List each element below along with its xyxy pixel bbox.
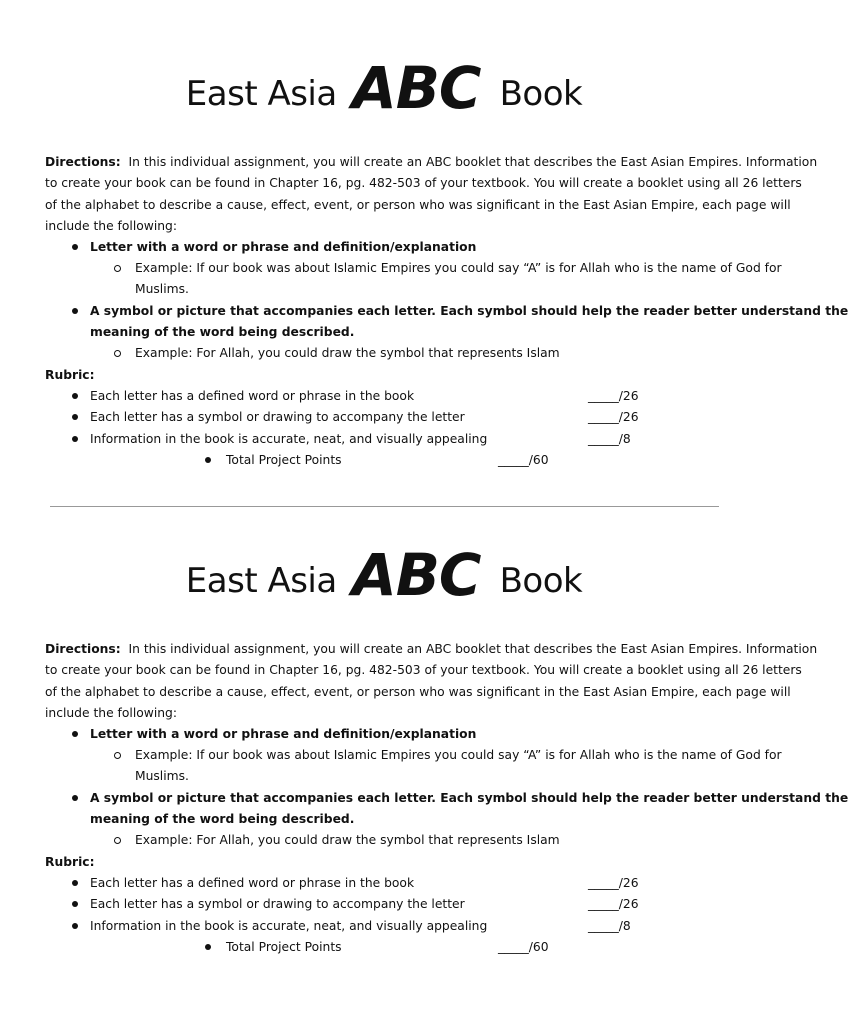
example-1-line-2: Muslims. [135, 769, 189, 783]
criterion-2-line-2: meaning of the word being described. [90, 325, 355, 339]
bullet-dot [72, 795, 78, 801]
rubric-item-3: Information in the book is accurate, neat, and visually appealing [90, 432, 488, 446]
directions-label: Directions: [45, 155, 121, 169]
rubric-label: Rubric: [45, 368, 95, 382]
page-title [0, 541, 768, 615]
bullet-dot [72, 393, 78, 399]
directions-line-4: include the following: [45, 219, 177, 233]
rubric-item-2: Each letter has a symbol or drawing to accompany the letter [90, 410, 465, 424]
title-pre: East Asia [185, 74, 337, 114]
bullet-dot [72, 880, 78, 886]
example-2: Example: For Allah, you could draw the symbol that represents Islam [135, 833, 560, 847]
handout-top [0, 0, 848, 487]
total-label: Total Project Points [226, 940, 342, 954]
rubric-score-3: _____/8 [588, 919, 631, 933]
criterion-2-line-2: meaning of the word being described. [90, 812, 355, 826]
example-1-line-2: Muslims. [135, 282, 189, 296]
directions-label: Directions: [45, 642, 121, 656]
rubric-score-2: _____/26 [588, 410, 639, 424]
rubric-score-1: _____/26 [588, 389, 639, 403]
title-abc: ABC [351, 541, 481, 609]
directions-line-3: of the alphabet to describe a cause, effect, event, or person who was significant in the East Asian Empire, each page will [45, 685, 791, 699]
rubric-item-3: Information in the book is accurate, neat, and visually appealing [90, 919, 488, 933]
title-abc: ABC [351, 54, 481, 122]
directions-line-1 [45, 639, 817, 660]
directions-line-2: to create your book can be found in Chapter 16, pg. 482-503 of your textbook. You will create a booklet using all 26 letters [45, 176, 802, 190]
bullet-dot [72, 436, 78, 442]
sub-bullet [114, 752, 121, 759]
total-score: _____/60 [498, 453, 549, 467]
example-1-line-1: Example: If our book was about Islamic Empires you could say “A” is for Allah who is the name of God for [135, 748, 782, 762]
directions-line-3: of the alphabet to describe a cause, effect, event, or person who was significant in the East Asian Empire, each page will [45, 198, 791, 212]
title-post: Book [499, 561, 583, 601]
rubric-score-3: _____/8 [588, 432, 631, 446]
bullet-dot [72, 901, 78, 907]
title-pre: East Asia [185, 561, 337, 601]
sub-bullet [114, 265, 121, 272]
example-1-line-1: Example: If our book was about Islamic Empires you could say “A” is for Allah who is the name of God for [135, 261, 782, 275]
directions-line-1 [45, 152, 817, 173]
bullet-dot [205, 944, 211, 950]
bullet-dot [72, 923, 78, 929]
rubric-label: Rubric: [45, 855, 95, 869]
page-title [0, 54, 768, 128]
bullet-dot [72, 308, 78, 314]
rubric-item-2: Each letter has a symbol or drawing to accompany the letter [90, 897, 465, 911]
directions-line-4: include the following: [45, 706, 177, 720]
directions-text: In this individual assignment, you will create an ABC booklet that describes the East Asian Empires. Information [128, 642, 818, 656]
criterion-2-line-1: A symbol or picture that accompanies each letter. Each symbol should help the reader better understand the [90, 304, 848, 318]
sub-bullet [114, 350, 121, 357]
bullet-dot [205, 457, 211, 463]
criterion-2-line-1: A symbol or picture that accompanies each letter. Each symbol should help the reader better understand the [90, 791, 848, 805]
example-2: Example: For Allah, you could draw the symbol that represents Islam [135, 346, 560, 360]
criterion-1: Letter with a word or phrase and definition/explanation [90, 240, 477, 254]
rubric-score-2: _____/26 [588, 897, 639, 911]
handout-bottom [0, 487, 848, 974]
directions-text: In this individual assignment, you will create an ABC booklet that describes the East Asian Empires. Information [128, 155, 818, 169]
title-post: Book [499, 74, 583, 114]
directions-line-2: to create your book can be found in Chapter 16, pg. 482-503 of your textbook. You will create a booklet using all 26 letters [45, 663, 802, 677]
bullet-dot [72, 731, 78, 737]
criterion-1: Letter with a word or phrase and definition/explanation [90, 727, 477, 741]
rubric-item-1: Each letter has a defined word or phrase in the book [90, 876, 415, 890]
rubric-item-1: Each letter has a defined word or phrase in the book [90, 389, 415, 403]
sub-bullet [114, 837, 121, 844]
rubric-score-1: _____/26 [588, 876, 639, 890]
bullet-dot [72, 244, 78, 250]
total-score: _____/60 [498, 940, 549, 954]
bullet-dot [72, 414, 78, 420]
total-label: Total Project Points [226, 453, 342, 467]
